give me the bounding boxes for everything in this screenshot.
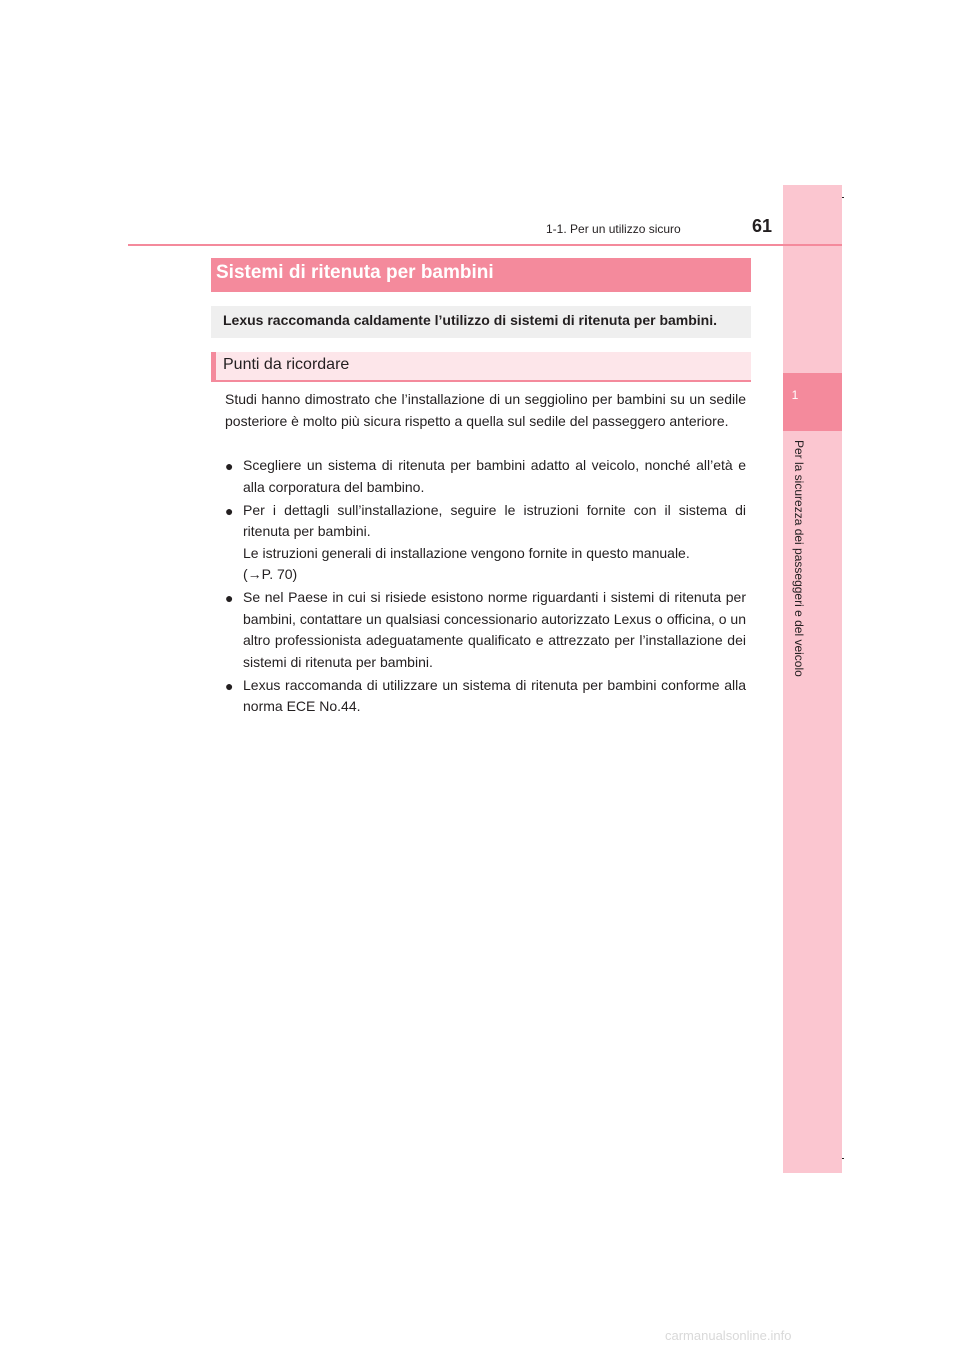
list-item	[225, 675, 746, 718]
header-rule	[128, 244, 842, 246]
page-reference: (→P. 70)	[243, 566, 298, 582]
list-item	[225, 455, 746, 498]
side-band	[783, 185, 842, 1173]
bullet-dot-icon: ●	[225, 677, 234, 694]
intro-paragraph: Studi hanno dimostrato che l’installazione di un seggiolino per bambini su un sedile posteriore è molto più sicura rispetto a quella sul sedile del passeggero anteriore.	[225, 391, 746, 429]
bullet-text: Se nel Paese in cui si risiede esistono norme riguardanti i sistemi di ritenuta per bambini, contattare un qualsiasi concessionario autorizzato Lexus o officina, o un altro professionista adeguatamente qualificato e attrezzato per l’installazione dei sistemi di ritenuta per bambini.	[243, 589, 746, 670]
section-banner	[211, 258, 751, 292]
subheading-title: Punti da ricordare	[223, 356, 350, 373]
bullet-list	[225, 455, 746, 719]
list-item	[225, 500, 746, 586]
bullet-dot-icon: ●	[225, 502, 234, 519]
subheading-bar	[211, 352, 216, 382]
list-item	[225, 587, 746, 673]
bullet-extra-text: Le istruzioni generali di installazione vengono fornite in questo manuale.	[243, 544, 690, 561]
page-number: 61	[752, 216, 773, 236]
subheading-box	[211, 352, 751, 382]
section-header-title: 1-1. Per un utilizzo sicuro	[546, 222, 681, 236]
bullet-text: Scegliere un sistema di ritenuta per bambini adatto al veicolo, nonché all’età e alla corporatura del bambino.	[243, 457, 746, 495]
bullet-text: Per i dettagli sull’installazione, seguire le istruzioni fornite con il sistema di ritenuta per bambini.	[243, 501, 746, 539]
chapter-title: Per la sicurezza dei passeggeri e del veicolo	[792, 440, 806, 677]
intro-text: Lexus raccomanda caldamente l’utilizzo di sistemi di ritenuta per bambini.	[223, 312, 718, 328]
section-title: Sistemi di ritenuta per bambini	[216, 262, 494, 283]
chapter-tab	[783, 373, 842, 431]
chapter-number: 1	[791, 388, 799, 402]
bullet-dot-icon: ●	[225, 458, 234, 474]
bullet-dot-icon: ●	[225, 590, 234, 606]
bullet-text: Lexus raccomanda di utilizzare un sistema di ritenuta per bambini conforme alla norma ECE No.44.	[243, 676, 746, 714]
watermark: carmanualsonline.info	[665, 1328, 792, 1343]
intro-box	[211, 306, 751, 338]
